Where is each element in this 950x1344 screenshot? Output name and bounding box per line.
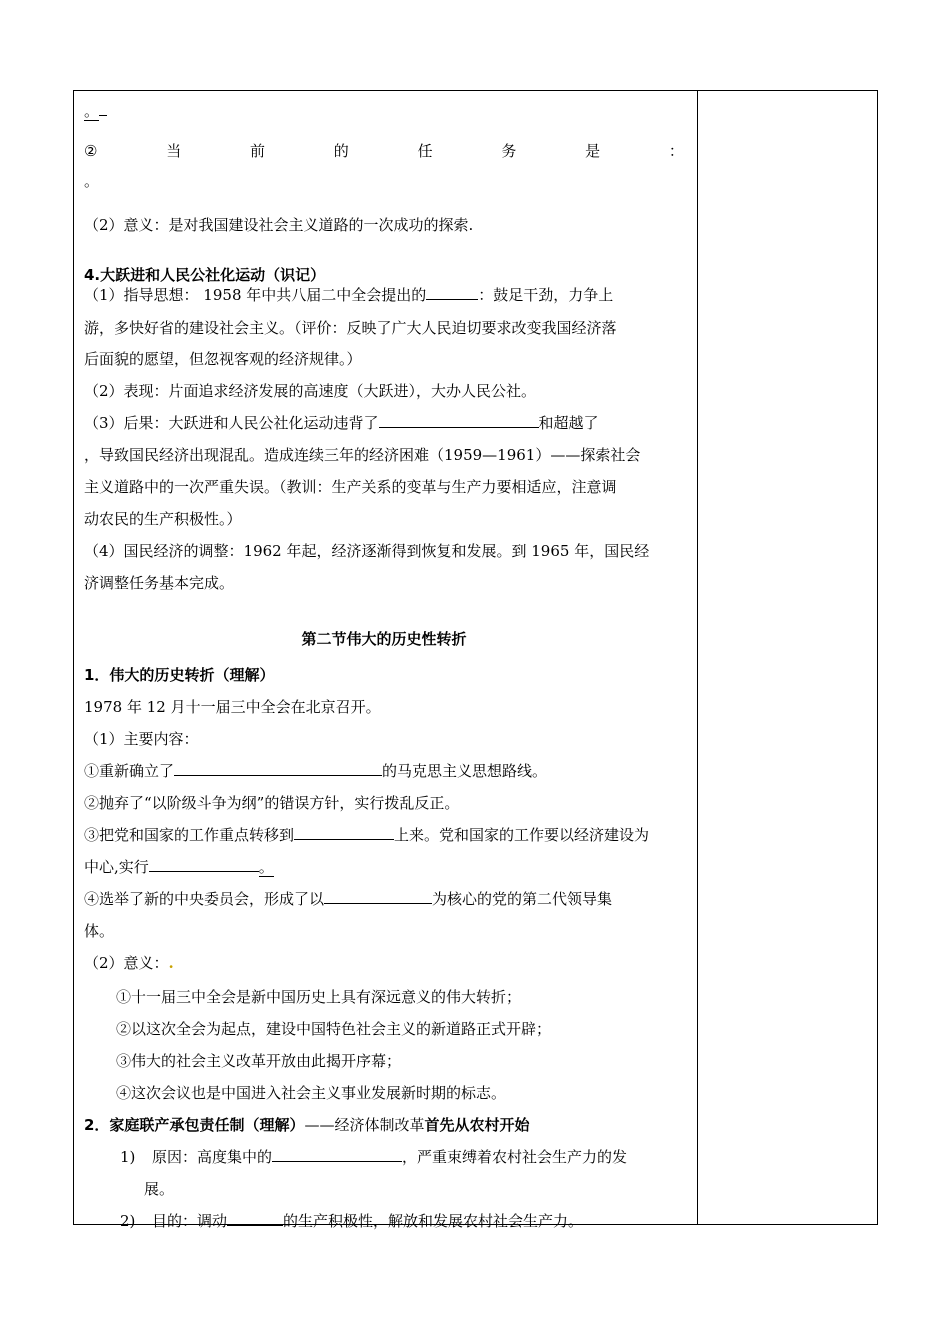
text-line: 后面貌的愿望，但忽视客观的经济规律。） <box>84 350 362 368</box>
text-line: 目的：调动 的生产积极性，解放和发展农村社会生产力。 <box>152 1212 584 1230</box>
text-line: 1978 年 12 月十一届三中全会在北京召开。 <box>84 698 381 716</box>
fill-blank[interactable] <box>379 413 539 428</box>
text-line: （4）国民经济的调整：1962 年起，经济逐渐得到恢复和发展。到 1965 年，国民经 <box>84 542 650 560</box>
text-line: 动农民的生产积极性。） <box>84 510 242 528</box>
text-line: 游，多快好省的建设社会主义。（评价：反映了广大人民迫切要求改变我国经济落 <box>84 319 617 337</box>
section-heading: 1．伟大的历史转折（理解） <box>84 666 275 684</box>
text-line: 原因：高度集中的 ，严重束缚着农村社会生产力的发 <box>152 1148 628 1166</box>
fill-blank[interactable] <box>227 1211 283 1226</box>
text-line: ①十一届三中全会是新中国历史上具有深远意义的伟大转折； <box>116 988 522 1006</box>
column-divider <box>697 91 698 1224</box>
text-line: ，导致国民经济出现混乱。造成连续三年的经济困难（1959—1961）——探索社会 <box>84 446 641 464</box>
text-line: ②抛弃了“以阶级斗争为纲”的错误方针，实行拨乱反正。 <box>84 794 460 812</box>
text-line: （2）意义：是对我国建设社会主义道路的一次成功的探索. <box>84 216 474 234</box>
fill-blank[interactable] <box>272 1147 402 1162</box>
text-line: （1）指导思想： 1958 年中共八届二中全会提出的 ：鼓足干劲，力争上 <box>84 286 614 304</box>
fill-blank[interactable] <box>324 889 432 904</box>
fill-blank[interactable] <box>426 285 478 300</box>
text-line: ③把党和国家的工作重点转移到 上来。党和国家的工作要以经济建设为 <box>84 826 650 844</box>
text-line: （2）表现：片面追求经济发展的高速度（大跃进），大办人民公社。 <box>84 382 537 400</box>
text-line: 展。 <box>144 1180 175 1198</box>
text-line: （2）意义：. <box>84 954 174 972</box>
text-line: （1）主要内容： <box>84 730 199 748</box>
list-number: 2) <box>120 1212 136 1230</box>
fill-blank[interactable] <box>294 825 394 840</box>
list-number: 1) <box>120 1148 136 1166</box>
lesson-table <box>73 90 878 1230</box>
text-line: 中心,实行 。 <box>84 858 274 876</box>
text-line: ④选举了新的中央委员会，形成了以 为核心的党的第二代领导集 <box>84 890 613 908</box>
text-line: ③伟大的社会主义改革开放由此揭开序幕； <box>116 1052 402 1070</box>
text-line: ④这次会议也是中国进入社会主义事业发展新时期的标志。 <box>116 1084 507 1102</box>
text-line: ①重新确立了 的马克思主义思想路线。 <box>84 762 548 780</box>
text-line: 济调整任务基本完成。 <box>84 574 235 592</box>
section-heading: 4.大跃进和人民公社化运动（识记） <box>84 266 326 284</box>
fill-blank[interactable] <box>149 857 259 872</box>
section-heading: 2．家庭联产承包责任制（理解）——经济体制改革首先从农村开始 <box>84 1116 530 1134</box>
text-line: 体。 <box>84 922 115 940</box>
text-line: ②以这次全会为起点，建设中国特色社会主义的新道路正式开辟； <box>116 1020 552 1038</box>
text-line: 。 <box>84 101 107 121</box>
fill-blank[interactable] <box>174 761 382 776</box>
text-line: （3）后果：大跃进和人民公社化运动违背了 和超越了 <box>84 414 599 432</box>
text-line-spread: ② 当 前 的 任 务 是 ： <box>84 142 684 160</box>
text-line: 。 <box>84 172 100 190</box>
text-line: 主义道路中的一次严重失误。（教训：生产关系的变革与生产力要相适应，注意调 <box>84 478 617 496</box>
section-title: 第二节伟大的历史性转折 <box>301 630 467 648</box>
